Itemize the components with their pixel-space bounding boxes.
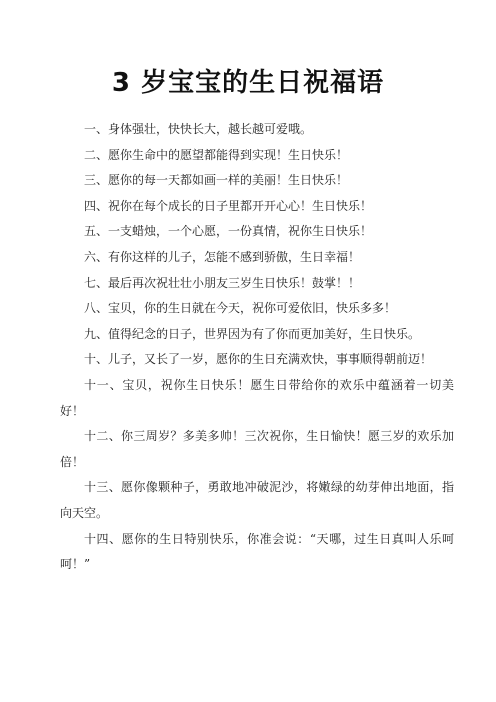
paragraph-13: 十三、愿你像颗种子，勇敢地冲破泥沙，将嫩绿的幼芽伸出地面，指向天空。 [60, 480, 454, 520]
paragraph-3: 三、愿你的每一天都如画一样的美丽！生日快乐！ [84, 173, 349, 188]
paragraph-14: 十四、愿你的生日特别快乐，你准会说：“天哪，过生日真叫人乐呵呵！” [60, 531, 454, 572]
paragraph-9: 九、值得纪念的日子，世界因为有了你而更加美好，生日快乐。 [84, 326, 421, 341]
paragraph-1: 一、身体强壮，快快长大，越长越可爱哦。 [84, 122, 313, 136]
paragraph-11: 十一、宝贝，祝你生日快乐！愿生日带给你的欢乐中蕴涵着一切美好！ [60, 377, 454, 418]
document-body [60, 117, 454, 578]
paragraph-6: 六、有你这样的儿子，怎能不感到骄傲，生日幸福！ [84, 249, 361, 264]
paragraph-5: 五、一支蜡烛，一个心愿，一份真情，祝你生日快乐！ [84, 224, 373, 239]
paragraph-10: 十、儿子，又长了一岁，愿你的生日充满欢快，事事顺得朝前迈！ [84, 352, 433, 367]
paragraph-2: 二、愿你生命中的愿望都能得到实现！生日快乐！ [84, 147, 349, 162]
paragraph-4: 四、祝你在每个成长的日子里都开开心心！生日快乐！ [84, 198, 373, 213]
paragraph-8: 八、宝贝，你的生日就在今天，祝你可爱依旧，快乐多多！ [84, 301, 397, 316]
paragraph-7: 七、最后再次祝壮壮小朋友三岁生日快乐！鼓掌！！ [84, 275, 361, 290]
document-title: 3 岁宝宝的生日祝福语 [111, 68, 385, 98]
paragraph-12: 十二、你三周岁？多美多帅！三次祝你，生日愉快！愿三岁的欢乐加倍！ [60, 429, 454, 469]
